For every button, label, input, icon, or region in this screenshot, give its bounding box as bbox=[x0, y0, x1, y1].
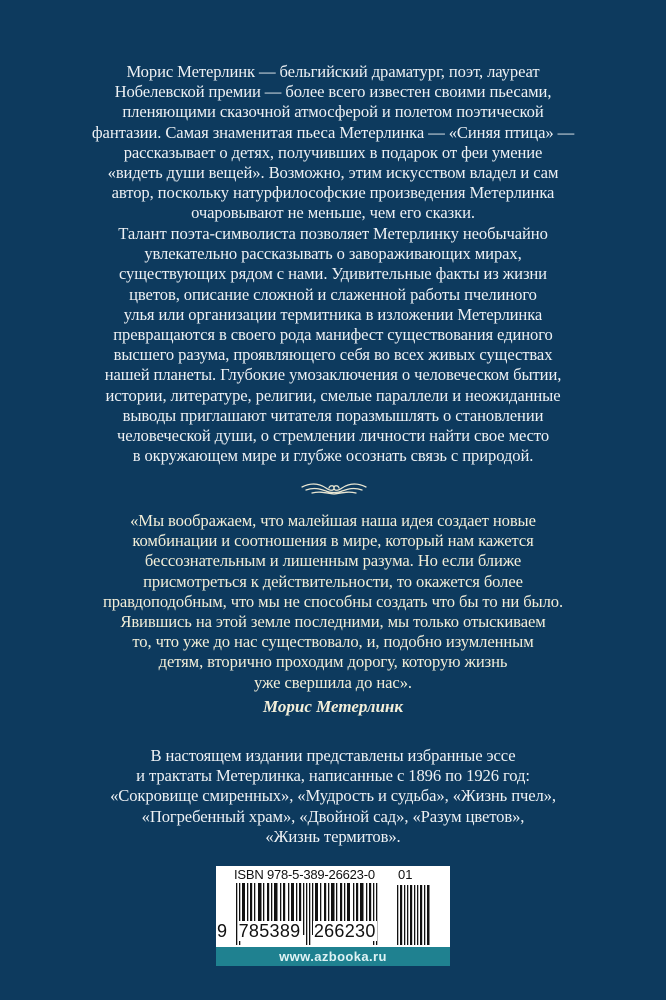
quote-line: детям, вторично проходим дорогу, которую жизнь bbox=[158, 652, 508, 672]
quote-line: то, что уже до нас существовало, и, подобно изумленным bbox=[132, 632, 534, 652]
intro-line: пленяющими сказочной атмосферой и полетом поэтической bbox=[122, 102, 544, 122]
description-paragraph bbox=[60, 224, 606, 466]
description-line: превращаются в своего рода манифест существования единого bbox=[113, 325, 553, 345]
quote-line: уже свершила до нас». bbox=[254, 672, 412, 692]
description-line: в окружающем мире и глубже осознать связь с природой. bbox=[132, 446, 534, 466]
contents-line: В настоящем издании представлены избранные эссе bbox=[150, 746, 516, 765]
contents-line: «Жизнь термитов». bbox=[265, 826, 401, 846]
description-line: выводы приглашают читателя поразмышлять о становлении bbox=[122, 405, 544, 425]
intro-line: Морис Метерлинк — бельгийский драматург, поэт, лауреат bbox=[126, 62, 540, 81]
description-line: нашей планеты. Глубокие умозаключения о человеческом бытии, bbox=[104, 365, 562, 385]
ean-digits bbox=[216, 921, 377, 942]
intro-line: рассказывает о детях, получивших в подарок от феи умение bbox=[123, 142, 543, 162]
ean-left-digits: 785389 bbox=[238, 921, 301, 941]
description-line: Талант поэта-символиста позволяет Метерлинку необычайно bbox=[118, 224, 548, 243]
intro-line: «видеть души вещей». Возможно, этим искусством владел и сам bbox=[107, 163, 559, 183]
publisher-url: www.azbooka.ru bbox=[216, 947, 450, 966]
flourish-divider-icon bbox=[298, 478, 370, 498]
intro-line: автор, поскольку натурфилософские произведения Метерлинка bbox=[111, 183, 555, 203]
quote-block bbox=[60, 511, 606, 693]
ean-right-digits: 266230 bbox=[313, 921, 376, 941]
contents-line: «Погребенный храм», «Двойной сад», «Разум цветов», bbox=[141, 806, 525, 826]
isbn-label: ISBN 978-5-389-26623-0 bbox=[234, 867, 375, 882]
quote-line: Явившись на этой земле последними, мы только отыскиваем bbox=[120, 612, 546, 632]
intro-line: фантазии. Самая знаменитая пьеса Метерлинка — «Синяя птица» — bbox=[91, 122, 575, 142]
description-line: улья или организации термитника в изложении Метерлинка bbox=[123, 304, 543, 324]
quote-line: присмотреться к действительности, то окажется более bbox=[143, 571, 523, 591]
intro-line: Нобелевской премии — более всего известен своими пьесами, bbox=[114, 82, 552, 102]
quote-line: «Мы воображаем, что малейшая наша идея создает новые bbox=[130, 511, 536, 530]
contents-line: «Сокровище смиренных», «Мудрость и судьба», «Жизнь пчел», bbox=[110, 786, 556, 806]
contents-paragraph bbox=[60, 746, 606, 847]
description-line: высшего разума, проявляющего себя во всех живых существах bbox=[113, 345, 553, 365]
quote-author: Морис Метерлинк bbox=[263, 697, 403, 716]
description-line: истории, литературе, религии, смелые параллели и неожиданные bbox=[105, 385, 561, 405]
description-line: существующих рядом с нами. Удивительные факты из жизни bbox=[119, 264, 547, 284]
description-line: человеческой души, о стремлении личности найти свое место bbox=[116, 426, 550, 446]
quote-line: комбинации и соотношения в мире, который нам кажется bbox=[132, 531, 534, 551]
isbn-barcode bbox=[216, 866, 450, 966]
contents-line: и трактаты Метерлинка, написанные с 1896 по 1926 год: bbox=[136, 766, 530, 786]
description-line: цветов, описание сложной и слаженной работы пчелиного bbox=[129, 284, 537, 304]
ean-first-digit: 9 bbox=[217, 921, 228, 941]
intro-paragraph bbox=[60, 62, 606, 224]
quote-line: правдоподобным, что мы не способны создать что бы то ни было. bbox=[102, 591, 564, 611]
description-line: увлекательно рассказывать о завораживающих мирах, bbox=[144, 244, 522, 264]
barcode-addon-label: 01 bbox=[398, 867, 413, 882]
intro-line: очаровывают не меньше, чем его сказки. bbox=[191, 203, 475, 223]
quote-line: бессознательным и лишенным разума. Но если ближе bbox=[144, 551, 522, 571]
